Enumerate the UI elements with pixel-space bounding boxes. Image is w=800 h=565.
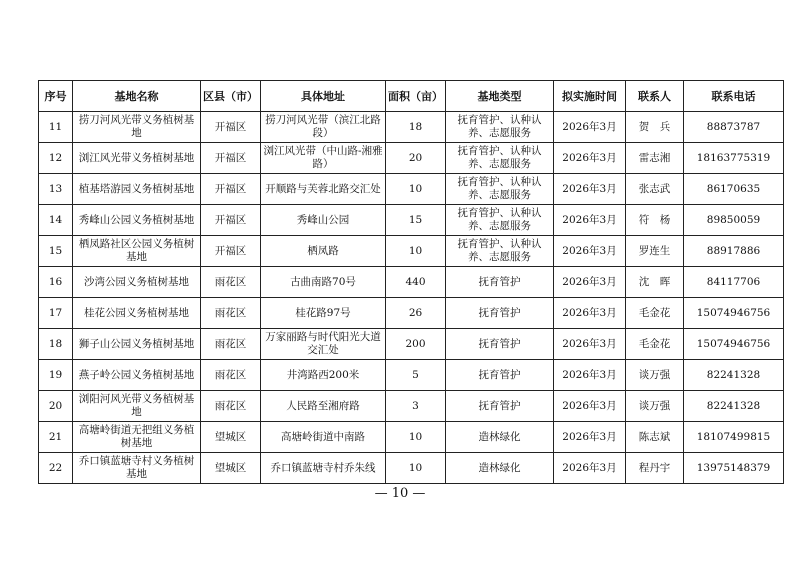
row-number-cell: 14 xyxy=(39,205,73,236)
base-name-cell: 植基塔游园义务植树基地 xyxy=(73,174,201,205)
table-row xyxy=(39,267,784,298)
district-cell: 望城区 xyxy=(201,453,261,484)
base-type-cell: 抚育管护、认种认养、志愿服务 xyxy=(446,236,554,267)
base-type-cell: 抚育管护、认种认养、志愿服务 xyxy=(446,112,554,143)
row-number-cell: 19 xyxy=(39,360,73,391)
contact-person-cell: 谈万强 xyxy=(626,360,684,391)
contact-phone-cell: 82241328 xyxy=(684,391,784,422)
base-type-cell: 抚育管护 xyxy=(446,391,554,422)
planned-time-cell: 2026年3月 xyxy=(554,205,626,236)
planned-time-cell: 2026年3月 xyxy=(554,298,626,329)
table-row xyxy=(39,205,784,236)
address-cell: 栖凤路 xyxy=(261,236,386,267)
planned-time-cell: 2026年3月 xyxy=(554,174,626,205)
column-header: 基地名称 xyxy=(73,81,201,112)
planting-base-table xyxy=(38,80,784,484)
area-cell: 20 xyxy=(386,143,446,174)
base-name-cell: 乔口镇蓝塘寺村义务植树基地 xyxy=(73,453,201,484)
table-row xyxy=(39,360,784,391)
contact-person-cell: 贺 兵 xyxy=(626,112,684,143)
district-cell: 开福区 xyxy=(201,112,261,143)
column-header: 具体地址 xyxy=(261,81,386,112)
base-name-cell: 浏江风光带义务植树基地 xyxy=(73,143,201,174)
base-name-cell: 浏阳河风光带义务植树基地 xyxy=(73,391,201,422)
district-cell: 开福区 xyxy=(201,236,261,267)
planned-time-cell: 2026年3月 xyxy=(554,391,626,422)
base-name-cell: 狮子山公园义务植树基地 xyxy=(73,329,201,360)
table-row xyxy=(39,174,784,205)
planned-time-cell: 2026年3月 xyxy=(554,143,626,174)
contact-person-cell: 毛金花 xyxy=(626,298,684,329)
planned-time-cell: 2026年3月 xyxy=(554,360,626,391)
district-cell: 雨花区 xyxy=(201,267,261,298)
contact-person-cell: 罗连生 xyxy=(626,236,684,267)
planned-time-cell: 2026年3月 xyxy=(554,236,626,267)
address-cell: 乔口镇蓝塘寺村乔朱线 xyxy=(261,453,386,484)
base-type-cell: 抚育管护 xyxy=(446,329,554,360)
row-number-cell: 22 xyxy=(39,453,73,484)
area-cell: 5 xyxy=(386,360,446,391)
base-name-cell: 栖凤路社区公园义务植树基地 xyxy=(73,236,201,267)
planned-time-cell: 2026年3月 xyxy=(554,453,626,484)
base-name-cell: 桂花公园义务植树基地 xyxy=(73,298,201,329)
contact-person-cell: 沈 晖 xyxy=(626,267,684,298)
district-cell: 开福区 xyxy=(201,143,261,174)
column-header: 区县（市） xyxy=(201,81,261,112)
column-header: 拟实施时间 xyxy=(554,81,626,112)
district-cell: 雨花区 xyxy=(201,360,261,391)
base-type-cell: 抚育管护 xyxy=(446,298,554,329)
address-cell: 井湾路西200米 xyxy=(261,360,386,391)
table-row xyxy=(39,391,784,422)
column-header: 序号 xyxy=(39,81,73,112)
address-cell: 人民路至湘府路 xyxy=(261,391,386,422)
base-type-cell: 抚育管护、认种认养、志愿服务 xyxy=(446,174,554,205)
table-header-row xyxy=(39,81,784,112)
contact-phone-cell: 13975148379 xyxy=(684,453,784,484)
contact-phone-cell: 89850059 xyxy=(684,205,784,236)
area-cell: 10 xyxy=(386,453,446,484)
planned-time-cell: 2026年3月 xyxy=(554,112,626,143)
table-row xyxy=(39,329,784,360)
address-cell: 万家丽路与时代阳光大道交汇处 xyxy=(261,329,386,360)
contact-phone-cell: 15074946756 xyxy=(684,329,784,360)
contact-person-cell: 毛金花 xyxy=(626,329,684,360)
row-number-cell: 16 xyxy=(39,267,73,298)
table-row xyxy=(39,236,784,267)
row-number-cell: 21 xyxy=(39,422,73,453)
area-cell: 200 xyxy=(386,329,446,360)
district-cell: 开福区 xyxy=(201,205,261,236)
base-type-cell: 造林绿化 xyxy=(446,422,554,453)
contact-phone-cell: 18107499815 xyxy=(684,422,784,453)
address-cell: 秀峰山公园 xyxy=(261,205,386,236)
base-name-cell: 秀峰山公园义务植树基地 xyxy=(73,205,201,236)
base-name-cell: 燕子岭公园义务植树基地 xyxy=(73,360,201,391)
area-cell: 10 xyxy=(386,422,446,453)
contact-phone-cell: 84117706 xyxy=(684,267,784,298)
column-header: 面积（亩） xyxy=(386,81,446,112)
base-type-cell: 抚育管护 xyxy=(446,267,554,298)
row-number-cell: 12 xyxy=(39,143,73,174)
table-body xyxy=(39,112,784,484)
base-type-cell: 造林绿化 xyxy=(446,453,554,484)
area-cell: 26 xyxy=(386,298,446,329)
contact-person-cell: 雷志湘 xyxy=(626,143,684,174)
contact-phone-cell: 82241328 xyxy=(684,360,784,391)
area-cell: 10 xyxy=(386,174,446,205)
column-header: 联系电话 xyxy=(684,81,784,112)
district-cell: 雨花区 xyxy=(201,329,261,360)
address-cell: 浏江风光带（中山路-湘雅路） xyxy=(261,143,386,174)
contact-phone-cell: 88917886 xyxy=(684,236,784,267)
planned-time-cell: 2026年3月 xyxy=(554,422,626,453)
row-number-cell: 15 xyxy=(39,236,73,267)
base-type-cell: 抚育管护、认种认养、志愿服务 xyxy=(446,143,554,174)
address-cell: 捞刀河风光带（滨江北路段） xyxy=(261,112,386,143)
row-number-cell: 20 xyxy=(39,391,73,422)
base-name-cell: 高塘岭街道无把组义务植树基地 xyxy=(73,422,201,453)
address-cell: 桂花路97号 xyxy=(261,298,386,329)
row-number-cell: 13 xyxy=(39,174,73,205)
address-cell: 高塘岭街道中南路 xyxy=(261,422,386,453)
base-name-cell: 沙湾公园义务植树基地 xyxy=(73,267,201,298)
base-name-cell: 捞刀河风光带义务植树基地 xyxy=(73,112,201,143)
table-row xyxy=(39,453,784,484)
contact-person-cell: 谈万强 xyxy=(626,391,684,422)
district-cell: 望城区 xyxy=(201,422,261,453)
table-row xyxy=(39,112,784,143)
area-cell: 3 xyxy=(386,391,446,422)
contact-phone-cell: 88873787 xyxy=(684,112,784,143)
base-type-cell: 抚育管护、认种认养、志愿服务 xyxy=(446,205,554,236)
district-cell: 雨花区 xyxy=(201,391,261,422)
row-number-cell: 17 xyxy=(39,298,73,329)
contact-phone-cell: 18163775319 xyxy=(684,143,784,174)
page-number: — 10 — xyxy=(374,486,426,501)
table-row xyxy=(39,143,784,174)
column-header: 基地类型 xyxy=(446,81,554,112)
row-number-cell: 11 xyxy=(39,112,73,143)
contact-phone-cell: 86170635 xyxy=(684,174,784,205)
area-cell: 10 xyxy=(386,236,446,267)
area-cell: 440 xyxy=(386,267,446,298)
row-number-cell: 18 xyxy=(39,329,73,360)
contact-person-cell: 陈志斌 xyxy=(626,422,684,453)
district-cell: 雨花区 xyxy=(201,298,261,329)
planned-time-cell: 2026年3月 xyxy=(554,329,626,360)
district-cell: 开福区 xyxy=(201,174,261,205)
table-row xyxy=(39,298,784,329)
base-type-cell: 抚育管护 xyxy=(446,360,554,391)
contact-person-cell: 张志武 xyxy=(626,174,684,205)
table-row xyxy=(39,422,784,453)
contact-phone-cell: 15074946756 xyxy=(684,298,784,329)
contact-person-cell: 程丹宇 xyxy=(626,453,684,484)
planned-time-cell: 2026年3月 xyxy=(554,267,626,298)
area-cell: 18 xyxy=(386,112,446,143)
column-header: 联系人 xyxy=(626,81,684,112)
address-cell: 古曲南路70号 xyxy=(261,267,386,298)
area-cell: 15 xyxy=(386,205,446,236)
contact-person-cell: 符 杨 xyxy=(626,205,684,236)
address-cell: 开顺路与芙蓉北路交汇处 xyxy=(261,174,386,205)
